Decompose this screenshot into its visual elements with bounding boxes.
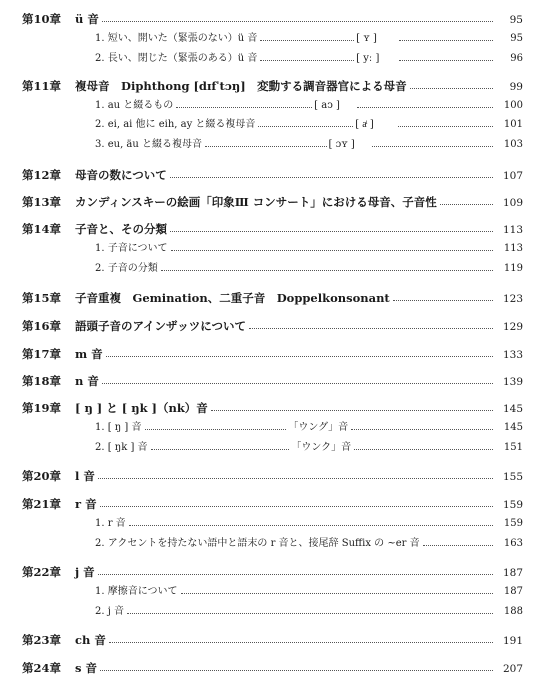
- section-title: 2. 長い、閉じた（緊張のある）ü 音: [95, 53, 258, 64]
- section-note: [ ʏ ]: [356, 33, 377, 44]
- page-number: 109: [502, 197, 523, 209]
- chapter-title: l 音: [75, 469, 95, 483]
- page-number: 163: [503, 538, 523, 549]
- page-number: 95: [510, 33, 523, 44]
- dot-leader: [176, 106, 312, 108]
- dot-leader: [171, 249, 493, 251]
- chapter-title: j 音: [75, 565, 95, 579]
- section-title: 1. 摩擦音について: [95, 586, 178, 597]
- chapter-number: 第16章: [22, 319, 62, 333]
- toc-section-row: [0, 241, 545, 257]
- dot-leader: [398, 125, 493, 127]
- chapter-number: 第12章: [22, 168, 62, 182]
- page-number: 96: [510, 53, 523, 64]
- page-number: 103: [503, 139, 523, 150]
- dot-leader: [410, 87, 493, 89]
- toc-chapter-row: [0, 167, 545, 184]
- chapter-number: 第24章: [22, 661, 62, 675]
- toc-chapter-row: [0, 290, 545, 307]
- chapter-title: 子音重複 Gemination、二重子音 Doppelkonsonant: [75, 291, 390, 305]
- dot-leader: [102, 382, 493, 384]
- chapter-title: 母音の数について: [75, 168, 167, 182]
- page-number: 145: [502, 403, 523, 415]
- chapter-title: [ ŋ ] と [ ŋk ]（nk）音: [75, 401, 208, 415]
- section-note: [ aͥ ]: [355, 119, 374, 130]
- chapter-title: 語頭子音のアインザッツについて: [75, 319, 247, 333]
- dot-leader: [102, 20, 493, 22]
- toc-section-row: [0, 584, 545, 600]
- chapter-number: 第10章: [22, 12, 62, 26]
- chapter-title: s 音: [75, 661, 97, 675]
- section-note: 「ウンク」音: [291, 442, 352, 453]
- dot-leader: [109, 641, 493, 643]
- dot-leader: [423, 544, 493, 546]
- page-number: 145: [503, 422, 523, 433]
- chapter-number: 第21章: [22, 497, 62, 511]
- dot-leader: [106, 355, 493, 357]
- section-note: [ aͻ ]: [314, 100, 340, 111]
- dot-leader: [260, 39, 354, 41]
- toc-chapter-row: [0, 632, 545, 649]
- chapter-number: 第14章: [22, 222, 62, 236]
- dot-leader: [372, 145, 493, 147]
- chapter-title: n 音: [75, 374, 99, 388]
- dot-leader: [351, 428, 493, 430]
- section-title: 2. ei, ai 他に eih, ay と綴る複母音: [95, 119, 256, 130]
- toc-chapter-row: [0, 660, 545, 677]
- dot-leader: [399, 59, 493, 61]
- toc-section-row: [0, 440, 545, 456]
- dot-leader: [181, 592, 493, 594]
- page-number: 139: [502, 376, 523, 388]
- page-number: 133: [502, 349, 523, 361]
- dot-leader: [399, 39, 493, 41]
- page-number: 188: [503, 606, 523, 617]
- dot-leader: [357, 106, 493, 108]
- dot-leader: [170, 230, 493, 232]
- page-number: 101: [503, 119, 524, 130]
- section-title: 1. 子音について: [95, 243, 168, 254]
- page-number: 207: [502, 663, 523, 675]
- dot-leader: [129, 524, 493, 526]
- page-number: 187: [503, 586, 523, 597]
- chapter-number: 第22章: [22, 565, 62, 579]
- page-number: 95: [509, 14, 523, 26]
- section-title: 2. [ ŋk ] 音: [95, 442, 148, 453]
- chapter-number: 第18章: [22, 374, 62, 388]
- toc-chapter-row: [0, 496, 545, 513]
- chapter-title: カンディンスキーの絵画「印象Ⅲ コンサート」における母音、子音性: [75, 195, 437, 209]
- chapter-number: 第15章: [22, 291, 62, 305]
- toc-section-row: [0, 31, 545, 47]
- chapter-title: m 音: [75, 347, 103, 361]
- chapter-number: 第19章: [22, 401, 62, 415]
- dot-leader: [100, 669, 493, 671]
- toc-chapter-row: [0, 194, 545, 211]
- dot-leader: [205, 145, 326, 147]
- toc-section-row: [0, 604, 545, 620]
- chapter-number: 第20章: [22, 469, 62, 483]
- chapter-number: 第13章: [22, 195, 62, 209]
- toc-section-row: [0, 420, 545, 436]
- toc-chapter-row: [0, 346, 545, 363]
- section-title: 2. アクセントを持たない語中と語末の r 音と、接尾辞 Suffix の ~er 音: [95, 538, 420, 549]
- dot-leader: [151, 448, 290, 450]
- chapter-number: 第11章: [22, 79, 62, 93]
- toc-chapter-row: [0, 78, 545, 95]
- dot-leader: [170, 176, 493, 178]
- dot-leader: [98, 477, 493, 479]
- section-title: 1. [ ŋ ] 音: [95, 422, 142, 433]
- chapter-title: 子音と、その分類: [75, 222, 167, 236]
- toc-chapter-row: [0, 11, 545, 28]
- toc-chapter-row: [0, 468, 545, 485]
- toc-chapter-row: [0, 400, 545, 417]
- toc-section-row: [0, 98, 545, 114]
- page-number: 119: [503, 263, 523, 274]
- section-title: 3. eu, äu と綴る複母音: [95, 139, 203, 150]
- toc-chapter-row: [0, 318, 545, 335]
- chapter-number: 第23章: [22, 633, 62, 647]
- chapter-title: 複母音 Diphthong [dɪfˈtɔŋ] 変動する調音器官による母音: [75, 79, 407, 93]
- dot-leader: [100, 505, 493, 507]
- chapter-title: ü 音: [75, 12, 99, 26]
- dot-leader: [161, 269, 493, 271]
- page-number: 155: [502, 471, 523, 483]
- section-title: 1. 短い、開いた（緊張のない）ü 音: [95, 33, 258, 44]
- page-number: 99: [509, 81, 523, 93]
- section-title: 1. r 音: [95, 518, 126, 529]
- dot-leader: [211, 409, 493, 411]
- toc-section-row: [0, 261, 545, 277]
- dot-leader: [393, 299, 493, 301]
- dot-leader: [354, 448, 493, 450]
- dot-leader: [260, 59, 354, 61]
- section-note: 「ウング」音: [288, 422, 349, 433]
- section-title: 2. j 音: [95, 606, 124, 617]
- chapter-title: ch 音: [75, 633, 106, 647]
- section-note: [ ɔʏ ]: [328, 139, 355, 150]
- page-number: 151: [503, 442, 523, 453]
- page-number: 113: [502, 224, 523, 236]
- page-number: 159: [503, 518, 523, 529]
- page-number: 191: [502, 635, 523, 647]
- chapter-title: r 音: [75, 497, 97, 511]
- page-number: 159: [502, 499, 523, 511]
- page-number: 187: [502, 567, 523, 579]
- section-note: [ yː ]: [356, 53, 380, 64]
- dot-leader: [258, 125, 353, 127]
- toc-section-row: [0, 536, 545, 552]
- page-number: 100: [503, 100, 523, 111]
- dot-leader: [249, 327, 493, 329]
- page-number: 107: [502, 170, 523, 182]
- dot-leader: [145, 428, 287, 430]
- page-number: 113: [503, 243, 523, 254]
- dot-leader: [98, 573, 493, 575]
- dot-leader: [440, 203, 493, 205]
- toc-section-row: [0, 137, 545, 153]
- toc-section-row: [0, 117, 545, 133]
- toc-chapter-row: [0, 564, 545, 581]
- toc-chapter-row: [0, 373, 545, 390]
- section-title: 2. 子音の分類: [95, 263, 158, 274]
- dot-leader: [127, 612, 493, 614]
- toc-chapter-row: [0, 221, 545, 238]
- chapter-number: 第17章: [22, 347, 62, 361]
- toc-section-row: [0, 516, 545, 532]
- section-title: 1. au と綴るもの: [95, 100, 174, 111]
- toc-section-row: [0, 51, 545, 67]
- page-number: 123: [502, 293, 523, 305]
- page-number: 129: [502, 321, 523, 333]
